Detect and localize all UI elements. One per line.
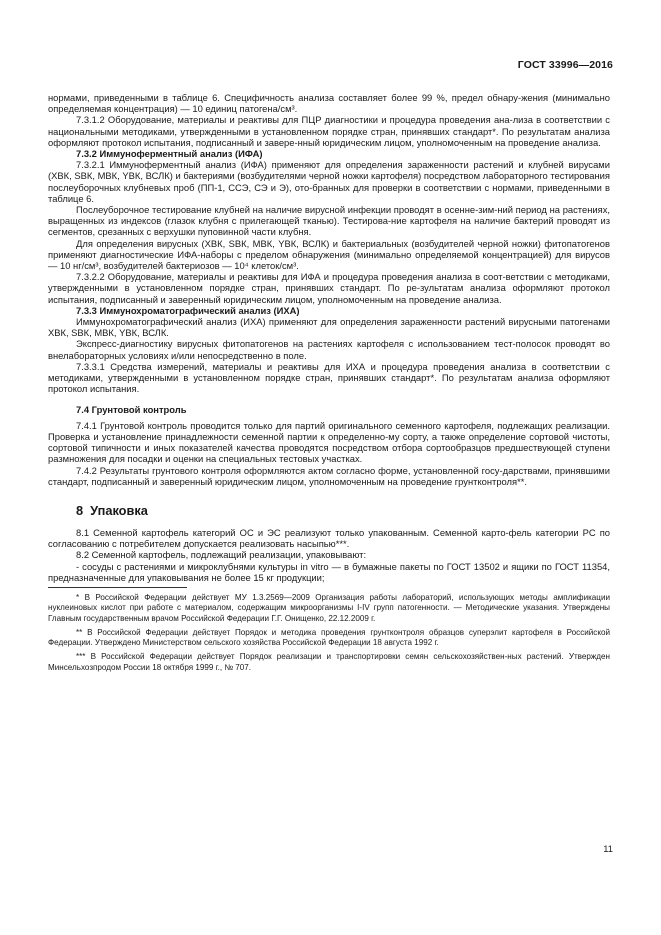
footnote: ** В Российской Федерации действует Порядок и методика проведения грунтконтроля образцов суперэлит картофеля в Российской Федерации. Утверждено Министерством сельского хозяйства Российской Федерации 18 августа 1992 г. [48, 627, 610, 648]
paragraph: 8.2 Семенной картофель, подлежащий реализации, упаковывают: [76, 549, 367, 561]
footnotes [48, 593, 610, 673]
paragraph: нормами, приведенными в таблице 6. Специфичность анализа составляет более 99 %, предел обнару-жения (минимально определяемая концентрация) — 10 единиц патогена/см³. [48, 92, 610, 115]
paragraph: Экспресс-диагностику вирусных фитопатогенов на растениях картофеля с использованием тест-полосок проводят во внелабораторных условиях и/или непосредственно в поле. [48, 338, 610, 361]
section-number: 8 [76, 502, 84, 518]
paragraph: 7.4.1 Грунтовой контроль проводится только для партий оригинального семенного картофеля, подлежащих реализации. Проверка и установление принадлежности семенной партии к определенно-му сорту, а также определение сортовой чистоты, сортовой типичности и иных показателей качества проводятся посредством отбора сортообразцов предшествующей ступени размножения для посадки и оценки на специальных тестовых участках. [48, 419, 610, 465]
paragraph: 7.3.3.1 Средства измерений, материалы и реактивы для ИХА и процедура проведения анализа в соответствии с методиками, утвержденными в установленном порядке стран, принявших стандарт*. По результатам анализа оформляют протокол испытания. [48, 360, 610, 395]
paragraph: 7.3.2.1 Иммуноферментный анализ (ИФА) применяют для определения зараженности растений и клубней вирусами (ХВК, SВК, МВК, YВК, ВСЛК) и бактериями (возбудителями черной ножки картофеля) посредством лабораторного тестирования послеуборочных клубневых проб (ПП-1, ССЭ, СЭ и Э), ото-бранных для проверки в соответствии с нормами, приведенными в таблице 6. [48, 159, 610, 204]
paragraph: 7.3.1.2 Оборудование, материалы и реактивы для ПЦР диагностики и процедура проведения ана-лиза в соответствии с национальными методиками, утвержденными в установленном порядке стран, принявших стандарт*. По результатам анализа оформляют протокол испытания, подписанный и завере-нный юридическим лицом, уполномоченным на проведение анализа. [48, 114, 610, 148]
paragraph: - сосуды с растениями и микроклубнями культуры in vitro — в бумажные пакеты по ГОСТ 13502 и ящики по ГОСТ 11354, предназначенные для упаковывания не более 15 кг продукции; [48, 560, 610, 583]
paragraph: Послеуборочное тестирование клубней на наличие вирусной инфекции проводят в осенне-зим-ний период на растениях, выращенных из индексов (глазок клубня с прилегающей тканью). Тестирова-ние картофеля на наличие бактерий проводят из сегментов, срезанных с верхушки пуповинной части клубня. [48, 204, 610, 238]
document-id: ГОСТ 33996—2016 [517, 59, 613, 71]
page-number: 11 [603, 843, 613, 854]
subsection-heading-7-3-2: 7.3.2 Иммуноферментный анализ (ИФА) [76, 148, 263, 160]
paragraph: 8.1 Семенной картофель категорий ОС и ЭС реализуют только упакованным. Семенной карто-фель категории РС по согласованию с потребителем допускается реализовать насыпью***. [48, 526, 610, 550]
footnote: * В Российской Федерации действует МУ 1.3.2569—2009 Организация работы лабораторий, использующих методы амплификации нуклеиновых кислот при работе с материалом, содержащим микроорганизмы I-IV групп патогенности. — Методические указания. Утверждены Главным государственным врачом Российской Федерации Г.Г. Онищенко, 22.12.2009 г. [48, 592, 610, 623]
section-heading-7-4: 7.4 Грунтовой контроль [76, 404, 187, 416]
subsection-heading-7-3-3: 7.3.3 Иммунохроматографический анализ (ИХА) [76, 304, 300, 316]
footnote-divider [48, 587, 187, 588]
section-title: Упаковка [90, 502, 148, 518]
footnote: *** В Российской Федерации действует Порядок реализации и транспортировки семян сельскохозяйствен-ных растений. Утвержден Минсельхозпродом России 18 октября 1999 г., № 707. [48, 652, 610, 672]
paragraph: Иммунохроматографический анализ (ИХА) применяют для определения зараженности растений вирусными патогенами ХВК, SВК, МВК, YВК, ВСЛК. [48, 316, 610, 339]
paragraph: Для определения вирусных (ХВК, SВК, МВК, YВК, ВСЛК) и бактериальных (возбудителей черной ножки) фитопатогенов применяют диагностические ИФА-наборы с пределом обнаружения (минимально определяемой концентрацией) для вирусов — 10 нг/см³, возбудителей бактериозов — 10⁴ клеток/см³. [48, 237, 610, 272]
page-content [48, 92, 610, 677]
section-heading-8 [48, 503, 610, 518]
paragraph: 7.4.2 Результаты грунтового контроля оформляются актом согласно форме, установленной госу-дарствами, принявшими стандарт, подписанный и заверенный юридическим лицом, уполномоченным на проведение грунтконтроля**. [48, 464, 610, 487]
paragraph: 7.3.2.2 Оборудование, материалы и реактивы для ИФА и процедура проведения анализа в соот-ветствии с методиками, утвержденными в установленном порядке стран, принявших стандарт. По ре-зультатам анализа оформляют протокол испытания, подписанный и заверенный юридическим лицом, уполномоченным на проведение анализа. [48, 271, 610, 305]
